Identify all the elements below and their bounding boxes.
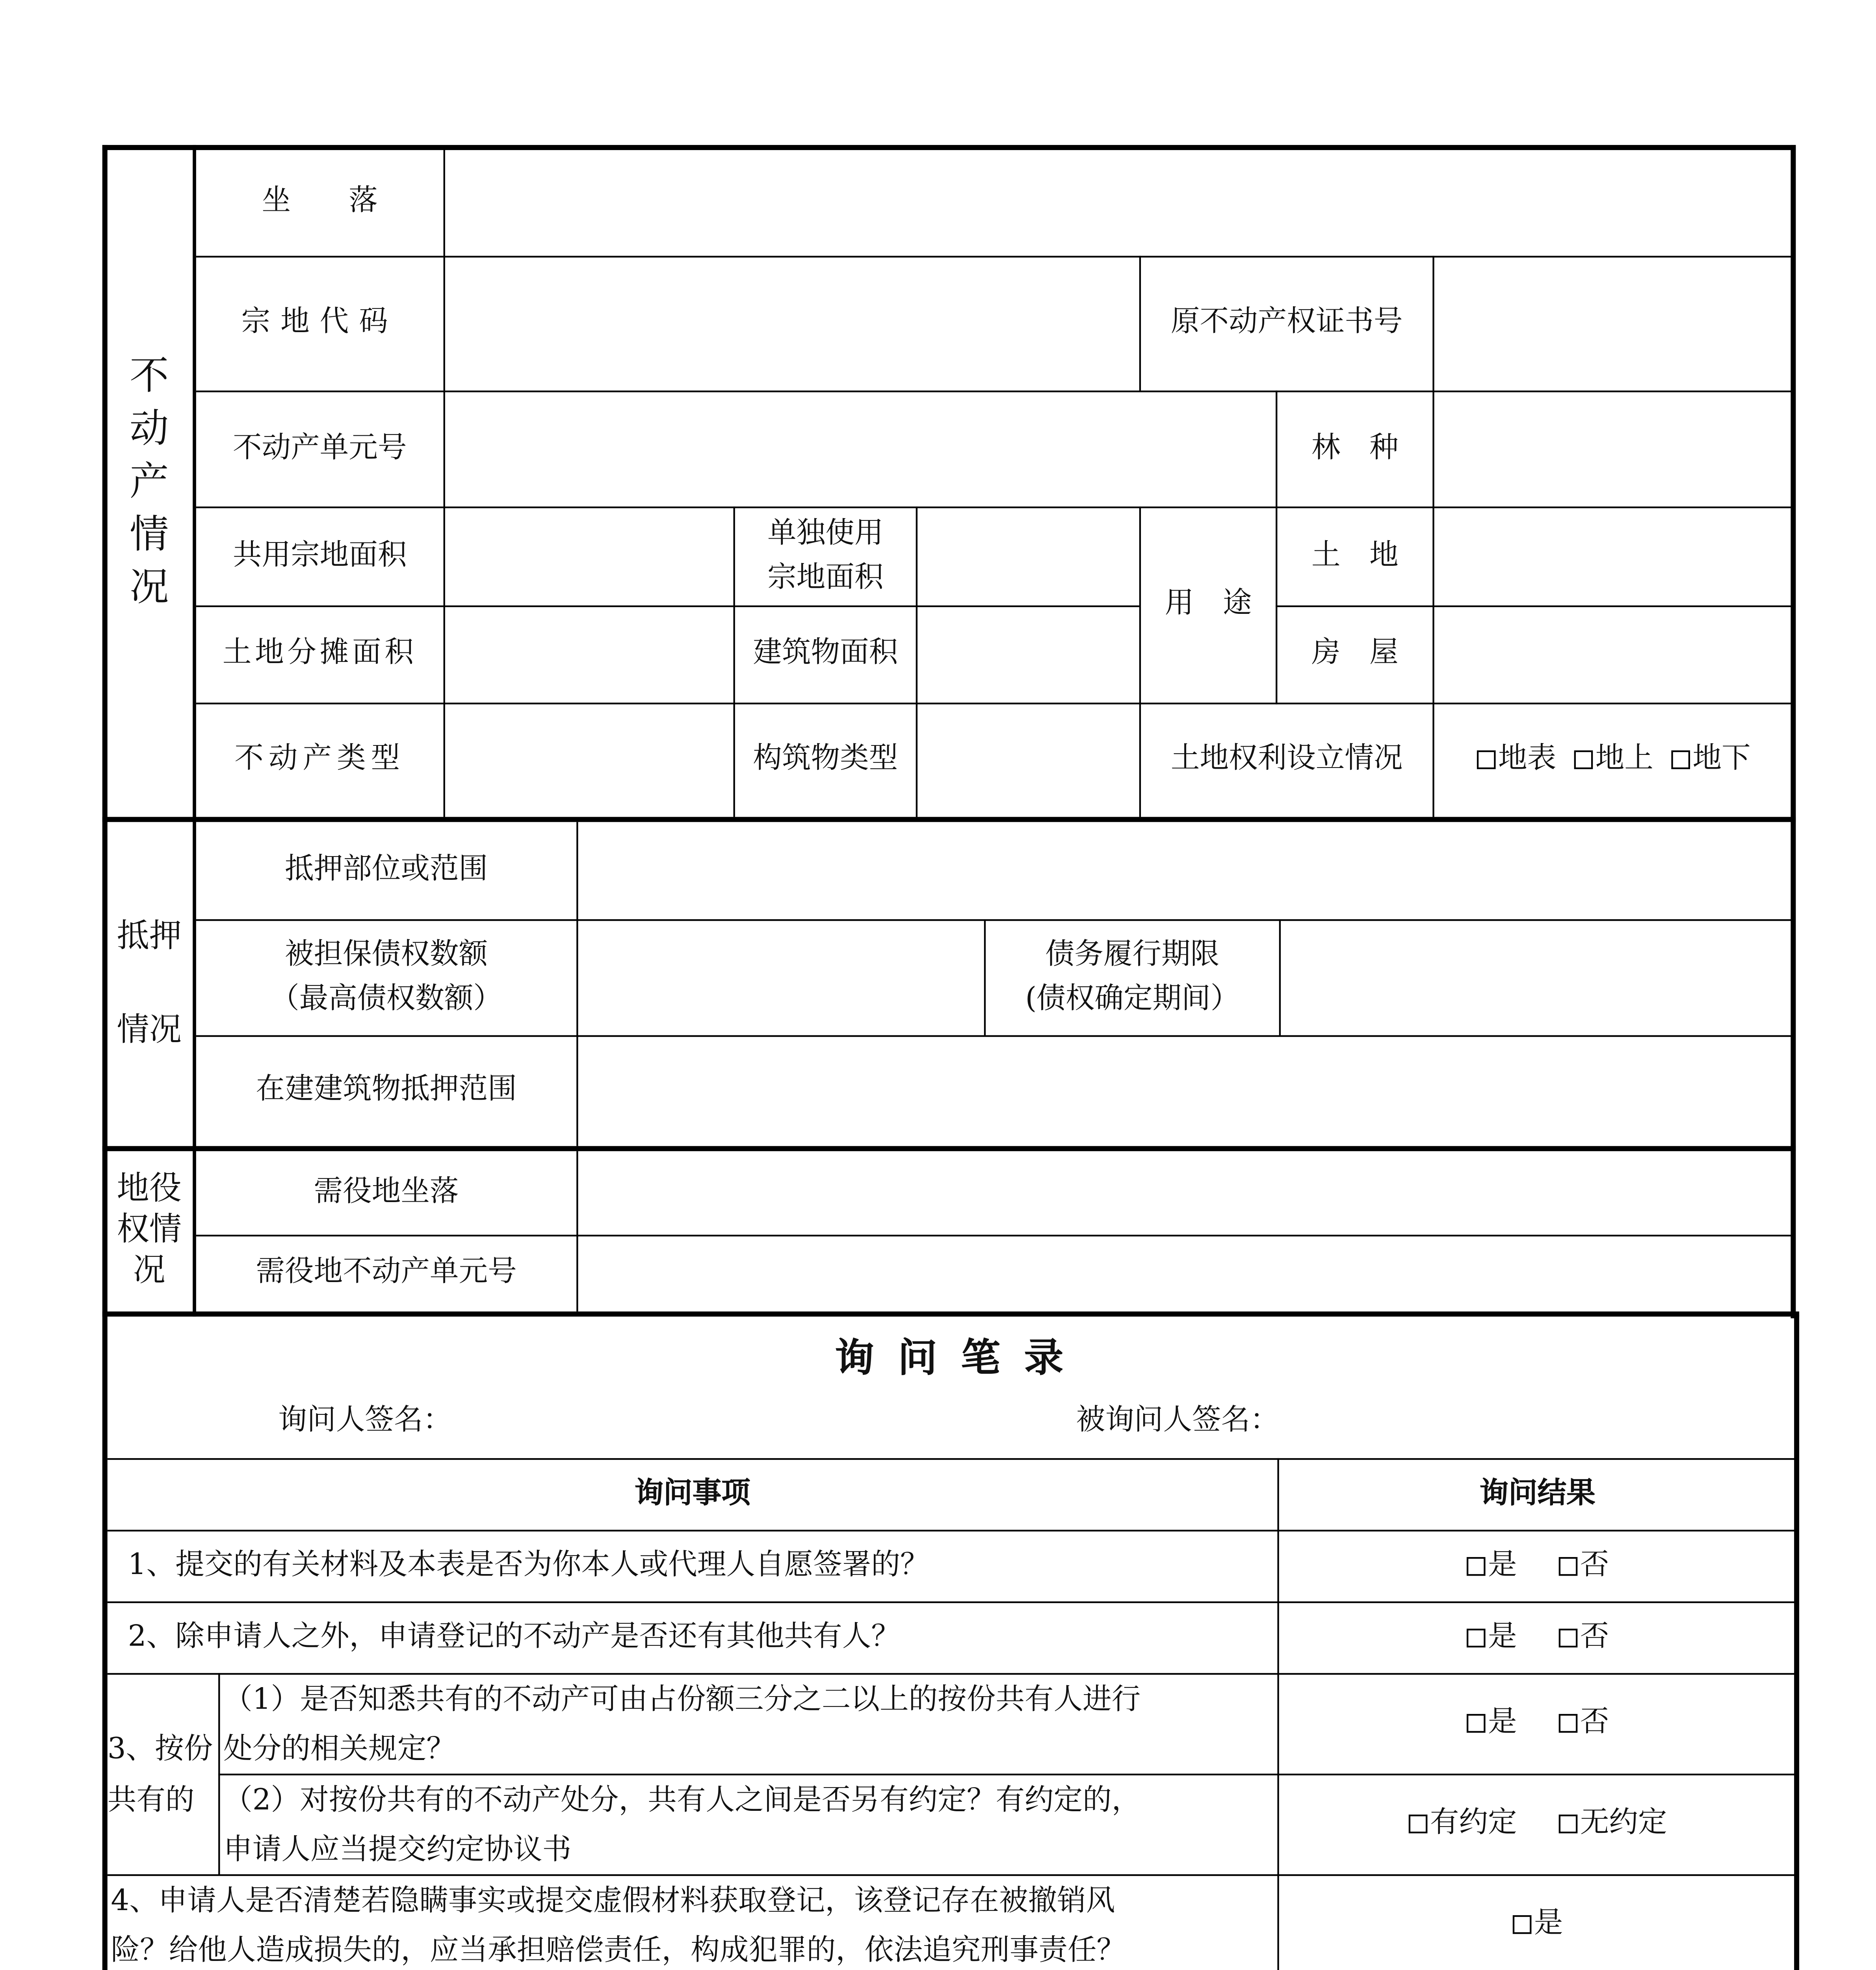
checkbox[interactable] [1466,1557,1485,1576]
checkbox[interactable] [1512,1916,1531,1935]
question-1: 1、提交的有关材料及本表是否为你本人或代理人自愿签署的？ [128,1548,929,1583]
checkbox[interactable] [1476,751,1495,770]
answer-3a [1279,1675,1796,1774]
vline [576,1151,578,1312]
col-inquiry-item: 询问事项 [634,1476,750,1511]
no-option[interactable]: 否 [1558,1702,1609,1746]
vline [218,1673,220,1874]
inquiree-signature: 被询问人签名： [1076,1403,1279,1438]
option-surface[interactable]: 地表 [1476,739,1556,782]
checkbox[interactable] [1558,1815,1577,1834]
inquiry-title: 询 问 笔 录 [834,1335,1069,1381]
structure-type-label: 构筑物类型 [753,742,898,777]
option-below[interactable]: 地下 [1670,739,1750,782]
vline [444,149,445,817]
inquirer-signature: 询问人签名： [278,1403,452,1438]
question-3a: （1）是否知悉共有的不动产可由占份额三分之二以上的按份共有人进行 处分的相关规定？ [223,1683,1141,1767]
checkbox[interactable] [1670,751,1689,770]
location-label: 坐 落 [262,184,378,219]
question-2: 2、除申请人之外，申请登记的不动产是否还有其他共有人？ [128,1620,900,1654]
yes-option[interactable]: 是 [1512,1904,1563,1947]
vline [576,822,578,1146]
building-area-label: 建筑物面积 [753,636,898,671]
answer-3b [1279,1775,1796,1874]
vline [916,507,918,817]
no-option[interactable]: 否 [1558,1545,1609,1588]
vline [193,145,196,1317]
answer-4 [1279,1876,1796,1970]
property-type-label: 不动产类型 [234,742,405,777]
checkbox[interactable] [1573,751,1592,770]
option-above[interactable]: 地上 [1573,739,1653,782]
easement-location-label: 需役地坐落 [314,1175,459,1209]
usage-label: 用 途 [1165,587,1252,621]
question-3b: （2）对按份共有的不动产处分，共有人之间是否另有约定？有约定的， 申请人应当提交约定协议书 [223,1784,1141,1868]
secured-amount-label: 被担保债权数额 （最高债权数额） [270,938,502,1016]
yes-option[interactable]: 是 [1466,1545,1517,1588]
checkbox[interactable] [1558,1714,1577,1733]
shared-parcel-area-label: 共用宗地面积 [232,538,407,573]
vline [1279,919,1281,1035]
land-right-setup-label: 土地权利设立情况 [1170,742,1403,777]
allocated-land-area-label: 土地分摊面积 [222,636,417,671]
property-section-title: 不 动 产 情 况 [130,354,169,611]
mortgage-section-title: 抵押 情况 [117,917,182,1049]
house-label: 房 屋 [1311,636,1399,671]
easement-section-title: 地役 权情 况 [117,1170,182,1289]
debt-period-label: 债务履行期限 (债权确定期间） [1025,938,1240,1016]
unit-no-label: 不动产单元号 [232,431,407,465]
col-inquiry-result: 询问结果 [1479,1476,1596,1511]
checkbox[interactable] [1558,1628,1577,1647]
easement-unit-no-label: 需役地不动产单元号 [256,1255,517,1290]
construction-scope-label: 在建建筑物抵押范围 [256,1073,517,1108]
checkbox[interactable] [1408,1815,1427,1834]
question-4: 4、申请人是否清楚若隐瞒事实或提交虚假材料获取登记，该登记存在被撤销风 险？给他人造成损失的，应当承担赔偿责任，构成犯罪的，依法追究刑事责任？ [111,1884,1126,1968]
mortgage-scope-label: 抵押部位或范围 [284,852,488,886]
no-option[interactable]: 否 [1558,1616,1609,1660]
original-cert-no-label: 原不动产权证书号 [1170,305,1403,340]
parcel-code-label: 宗地代码 [241,305,398,340]
section-separator [102,1312,1799,1317]
exclusive-area-label: 单独使用 宗地面积 [767,517,884,595]
section-separator [102,817,1796,822]
yes-option[interactable]: 是 [1466,1702,1517,1746]
yes-option[interactable]: 是 [1466,1616,1517,1660]
checkbox[interactable] [1466,1628,1485,1647]
no-agreement-option[interactable]: 无约定 [1558,1803,1667,1846]
answer-2 [1279,1603,1796,1673]
forest-type-label: 林 种 [1311,431,1399,465]
checkbox[interactable] [1466,1714,1485,1733]
answer-1 [1279,1531,1796,1601]
has-agreement-option[interactable]: 有约定 [1408,1803,1517,1846]
section-separator [102,1146,1796,1151]
table-border-top [102,145,1796,150]
checkbox[interactable] [1558,1557,1577,1576]
land-label: 土 地 [1311,538,1399,573]
land-right-options [1434,704,1792,817]
question-3-label: 3、按份 共有的 [107,1732,213,1818]
